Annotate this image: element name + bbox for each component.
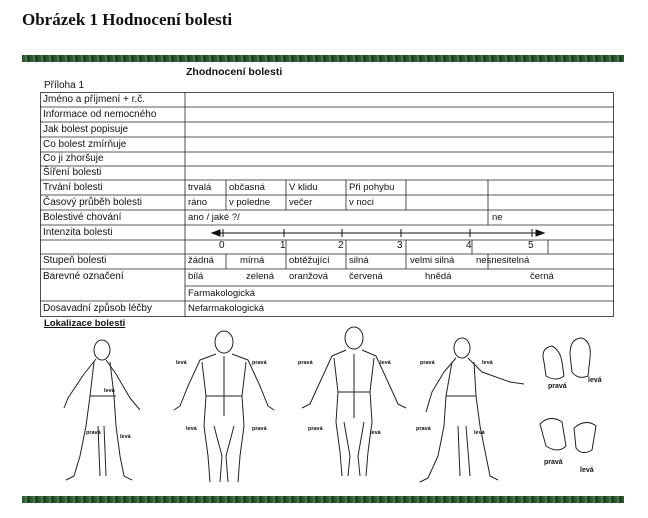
body-figure-side-left [64, 340, 140, 480]
body-figure-back [174, 331, 274, 482]
label-prava: pravá [252, 426, 267, 432]
body-figure-side-right [420, 338, 524, 482]
label-leva: levá [482, 360, 493, 366]
row-label-treatment: Dosavadní způsob léčby [43, 303, 152, 314]
row-label-spread: Šíření bolesti [43, 167, 102, 178]
degree-option: silná [349, 255, 369, 266]
label-leva: levá [176, 360, 187, 366]
degree-option: mírná [240, 255, 265, 266]
label-prava: pravá [298, 360, 313, 366]
row-label-intensity: Intenzita bolesti [43, 227, 113, 238]
label-prava: pravá [86, 430, 101, 436]
scale-tick-label: 1 [280, 240, 286, 251]
scale-tick-label: 0 [219, 240, 225, 251]
label-prava: pravá [416, 426, 431, 432]
feet-bottom [540, 418, 596, 452]
row-label-relief: Co bolest zmírňuje [43, 139, 127, 150]
decorative-bar-top [22, 55, 624, 62]
intensity-scale [212, 229, 544, 237]
time-course-option: ráno [188, 197, 208, 208]
label-prava: pravá [420, 360, 435, 366]
row-label-color: Barevné označení [43, 271, 124, 282]
row-label-description: Jak bolest popisuje [43, 124, 129, 135]
label-prava: pravá [252, 360, 267, 366]
label-leva: levá [380, 360, 391, 366]
row-label-duration: Trvání bolesti [43, 182, 103, 193]
decorative-bar-bottom [22, 496, 624, 503]
label-leva: levá [370, 430, 381, 436]
row-label-patient-info: Informace od nemocného [43, 109, 157, 120]
feet-top [543, 338, 590, 379]
feet-label-leva: levá [580, 467, 594, 474]
treatment-pharmacological: Farmakologická [188, 288, 256, 299]
time-course-option: večer [289, 197, 313, 208]
degree-option: nesnesitelná [476, 255, 530, 266]
duration-option: občasná [229, 182, 265, 193]
behavior-yes: ano / jaké ?/ [188, 212, 240, 223]
label-prava: pravá [308, 426, 323, 432]
row-label-behavior: Bolestivé chování [43, 212, 122, 223]
color-option: bílá [188, 271, 204, 282]
body-figure-front [302, 327, 406, 476]
time-course-option: v noci [349, 197, 374, 208]
duration-option: trvalá [188, 182, 212, 193]
degree-option: žádná [188, 255, 214, 266]
scale-tick-label: 2 [338, 240, 344, 251]
row-label-degree: Stupeň bolesti [43, 255, 107, 266]
color-option: červená [349, 271, 383, 282]
label-leva: levá [474, 430, 485, 436]
feet-label-prava: pravá [548, 383, 567, 390]
scale-tick-label: 3 [397, 240, 403, 251]
color-option: oranžová [289, 271, 329, 282]
duration-option: V klidu [289, 182, 318, 193]
color-option: černá [530, 271, 554, 282]
label-leva: levá [120, 434, 131, 440]
row-label-name: Jméno a příjmení + r.č. [43, 94, 145, 105]
color-option: hnědá [425, 271, 452, 282]
scale-tick-label: 5 [528, 240, 534, 251]
treatment-non-pharmacological: Nefarmakologická [188, 303, 265, 314]
row-label-time-course: Časový průběh bolesti [43, 197, 142, 208]
form-title: Zhodnocení bolesti [186, 66, 283, 78]
color-option: zelená [246, 271, 274, 282]
body-figures [40, 326, 600, 486]
degree-option: velmi silná [410, 255, 455, 266]
feet-label-leva: levá [588, 377, 602, 384]
feet-label-prava: pravá [544, 459, 563, 466]
appendix-label: Příloha 1 [44, 80, 85, 91]
localization-title: Lokalizace bolesti [44, 318, 126, 329]
row-label-worsening: Co ji zhoršuje [43, 153, 104, 164]
pain-assessment-table [40, 92, 614, 317]
scale-tick-label: 4 [466, 240, 472, 251]
figure-caption: Obrázek 1 Hodnocení bolesti [22, 10, 233, 29]
behavior-no: ne [492, 212, 503, 223]
duration-option: Při pohybu [349, 182, 395, 193]
time-course-option: v poledne [229, 197, 271, 208]
label-leva: levá [186, 426, 197, 432]
degree-option: obtěžující [289, 255, 330, 266]
label-leva: levá [104, 388, 115, 394]
